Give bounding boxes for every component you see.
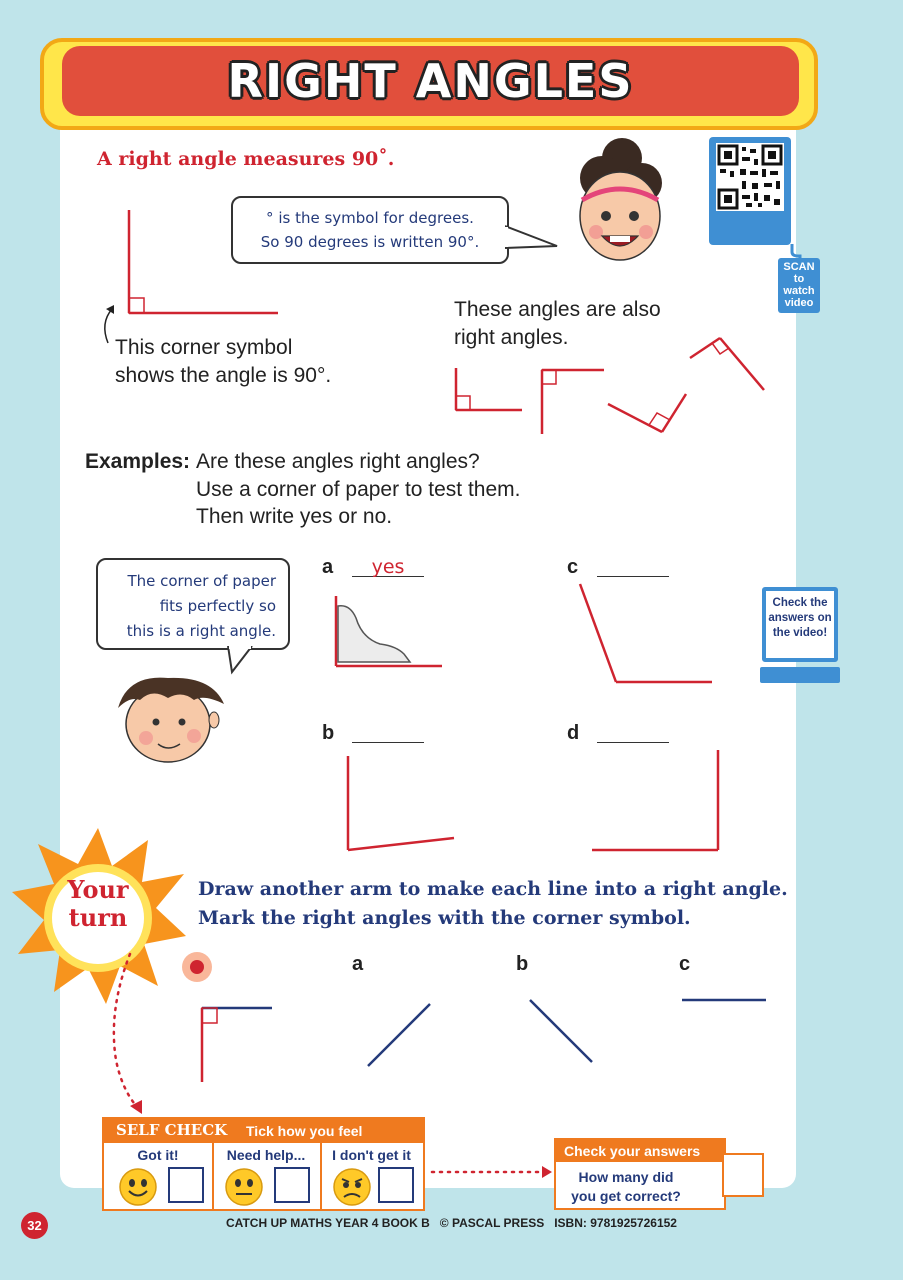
example-a-answer-text: yes <box>371 556 405 578</box>
intro-heading: A right angle measures 90˚. <box>97 148 395 170</box>
page-number: 32 <box>21 1212 48 1239</box>
check-answers-panel <box>554 1138 726 1210</box>
self-check-title: SELF CHECK <box>116 1121 228 1139</box>
your-turn-instruction-line2: Mark the right angles with the corner symbol. <box>198 907 691 929</box>
scan-to-watch-label: SCAN to watch video <box>778 258 820 313</box>
self-check-panel <box>102 1117 425 1211</box>
your-turn-instruction-line1: Draw another arm to make each line into a right angle. <box>198 878 788 900</box>
check-answers-video-screen: Check the answers on the video! <box>762 587 838 662</box>
corner-note-line2: shows the angle is 90°. <box>115 364 332 387</box>
got-it-tick-box[interactable] <box>168 1167 204 1203</box>
need-help-tick-box[interactable] <box>274 1167 310 1203</box>
sad-face-icon <box>332 1167 372 1207</box>
boy-character-icon <box>108 668 232 768</box>
examples-line1: Are these angles right angles? <box>196 450 480 473</box>
check-answers-line2: you get correct? <box>571 1188 681 1204</box>
paper-bubble-line3: this is a right angle. <box>126 622 276 640</box>
your-turn-b-line[interactable] <box>526 996 598 1068</box>
rotated-right-angles-diagram <box>448 334 778 444</box>
paper-corner-speech-bubble <box>96 558 290 650</box>
page-title: RIGHT ANGLES <box>227 54 634 108</box>
bubble-tail <box>505 220 565 260</box>
example-a-answer[interactable] <box>352 556 424 577</box>
check-answers-video-stand <box>760 667 840 683</box>
dont-get-it-tick-box[interactable] <box>378 1167 414 1203</box>
example-a-angle <box>330 590 445 670</box>
example-d-letter: d <box>567 722 580 744</box>
dotted-arrow-to-self-check <box>100 950 160 1120</box>
self-check-header <box>104 1119 423 1143</box>
footer-text: CATCH UP MATHS YEAR 4 BOOK B © PASCAL PRESS ISBN: 9781925726152 <box>226 1216 677 1230</box>
examples-label: Examples: <box>85 450 191 473</box>
girl-character-icon <box>560 128 675 268</box>
example-b-answer[interactable] <box>352 722 424 743</box>
qr-code-icon[interactable] <box>716 143 784 211</box>
self-check-option-got-it <box>104 1143 214 1209</box>
check-answers-question <box>566 1168 686 1206</box>
your-turn-example-angle <box>196 1000 278 1086</box>
example-d-angle <box>588 744 723 856</box>
dotted-arrow-to-answers <box>428 1164 556 1180</box>
also-right-angles-line1: These angles are also <box>454 298 661 321</box>
check-answers-title: Check your answers <box>556 1140 724 1162</box>
self-check-subtitle: Tick how you feel <box>246 1123 363 1139</box>
example-target-icon <box>180 950 214 984</box>
examples-line2: Use a corner of paper to test them. <box>196 478 521 501</box>
example-b-angle <box>340 750 460 855</box>
self-check-option-need-help <box>212 1143 322 1209</box>
self-check-option-label: I don't get it <box>332 1147 411 1163</box>
score-entry-box[interactable] <box>722 1153 764 1197</box>
bubble-line1: ° is the symbol for degrees. <box>266 209 474 227</box>
happy-face-icon <box>118 1167 158 1207</box>
paper-bubble-line2: fits perfectly so <box>159 597 276 615</box>
example-d-answer[interactable] <box>597 722 669 743</box>
your-turn-a-line[interactable] <box>364 1000 436 1072</box>
your-turn-badge-line1: Your <box>67 875 129 904</box>
paper-bubble-line1: The corner of paper <box>127 572 276 590</box>
qr-code-frame[interactable] <box>709 137 791 245</box>
example-c-answer[interactable] <box>597 556 669 577</box>
your-turn-badge-line2: turn <box>68 903 128 932</box>
self-check-option-dont-get-it <box>320 1143 423 1209</box>
examples-line3: Then write yes or no. <box>196 505 393 528</box>
self-check-option-label: Got it! <box>137 1147 179 1163</box>
your-turn-c-line[interactable] <box>680 990 770 1010</box>
example-c-angle <box>572 578 717 688</box>
your-turn-b-letter: b <box>516 953 529 975</box>
your-turn-c-letter: c <box>679 953 691 975</box>
neutral-face-icon <box>224 1167 264 1207</box>
degrees-speech-bubble <box>231 196 509 264</box>
also-right-angles-line2: right angles. <box>454 326 569 349</box>
check-answers-line1: How many did <box>578 1169 674 1185</box>
example-c-letter: c <box>567 556 579 578</box>
example-a-letter: a <box>322 556 334 578</box>
your-turn-a-letter: a <box>352 953 364 975</box>
corner-note-line1: This corner symbol <box>115 336 293 359</box>
bubble-line2: So 90 degrees is written 90°. <box>260 233 480 251</box>
example-b-letter: b <box>322 722 335 744</box>
self-check-option-label: Need help... <box>226 1147 306 1163</box>
